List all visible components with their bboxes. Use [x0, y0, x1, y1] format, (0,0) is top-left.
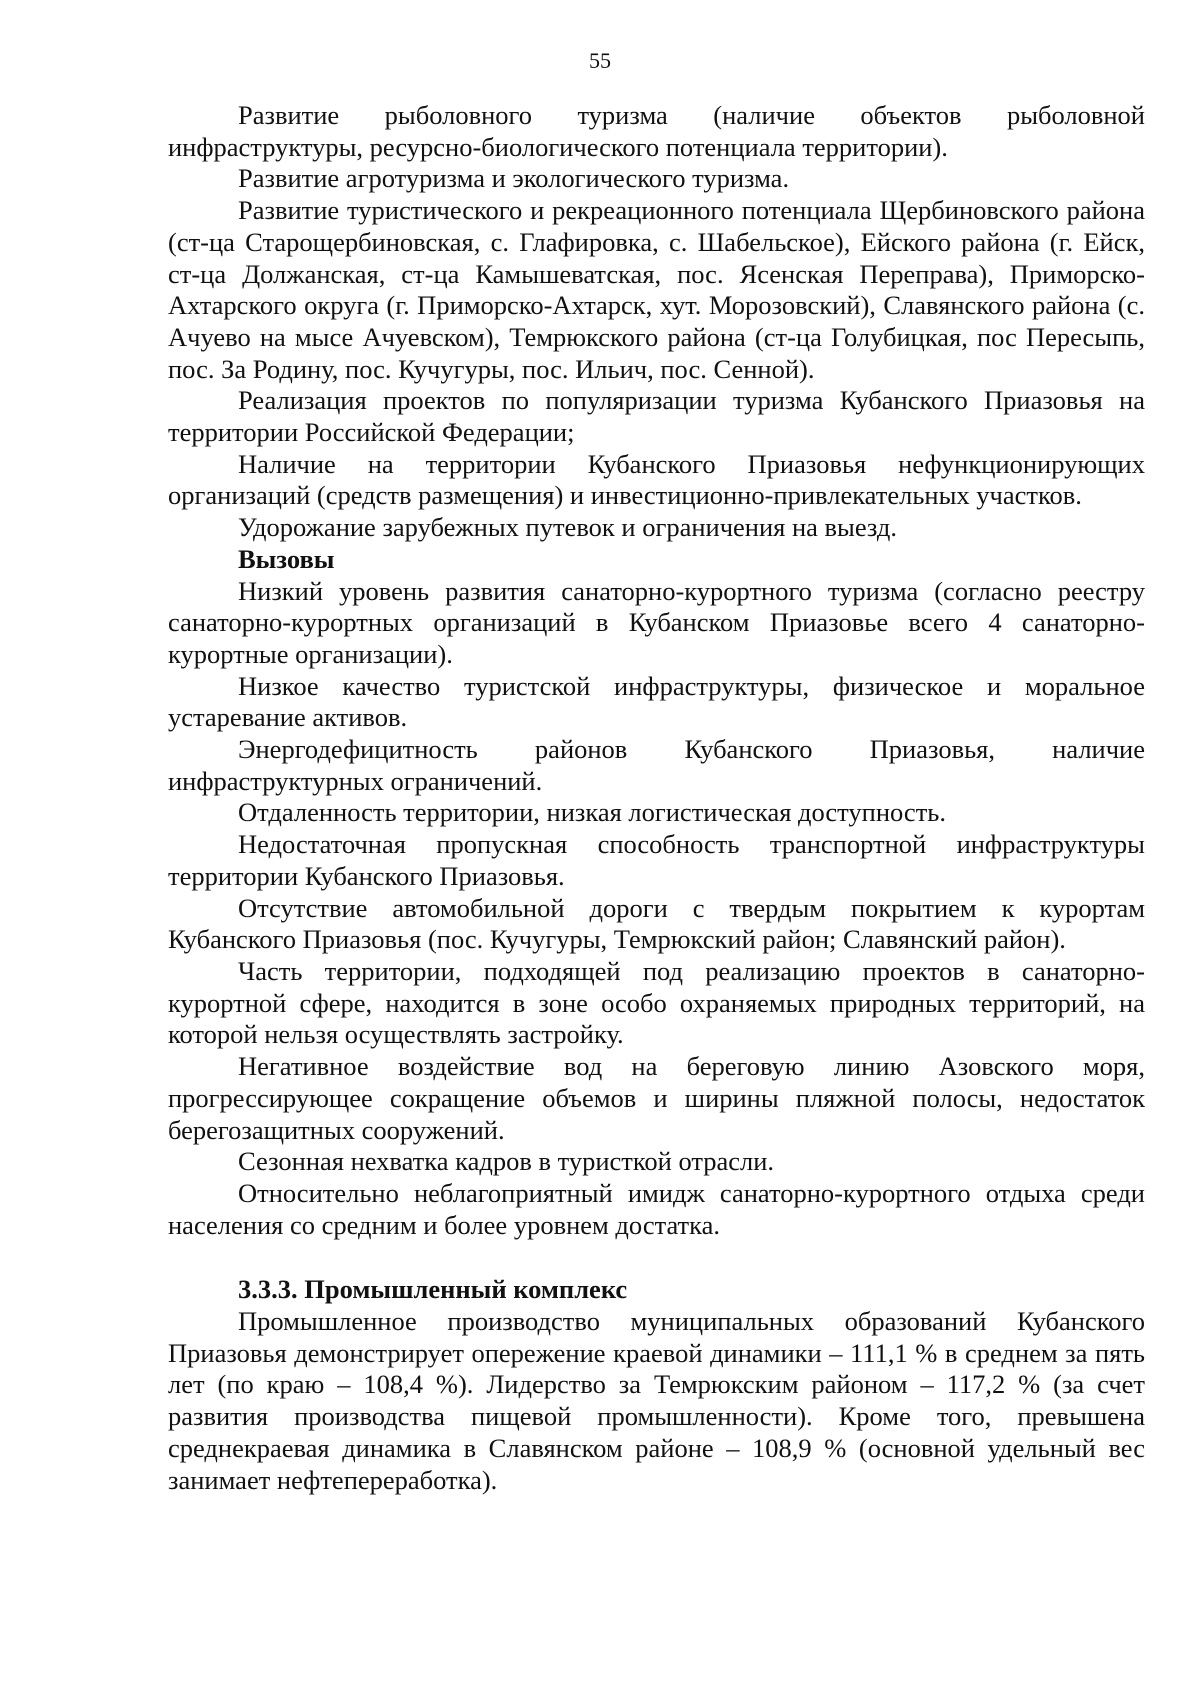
challenge-paragraph: Энергодефицитность районов Кубанского Приазовья, наличие инфраструктурных ограничений. — [168, 734, 1145, 796]
challenge-paragraph: Низкий уровень развития санаторно-курортного туризма (согласно реестру санаторно-курортных организаций в Кубанском Приазовье всего 4 санаторно-курортные организации). — [168, 575, 1145, 669]
page-body — [168, 100, 1145, 1496]
challenge-paragraph: Часть территории, подходящей под реализацию проектов в санаторно-курортной сфере, находится в зоне особо охраняемых природных территорий, на которой нельзя осуществлять застройку. — [168, 955, 1145, 1050]
paragraph: Реализация проектов по популяризации туризма Кубанского Приазовья на территории Российской Федерации; — [168, 385, 1145, 448]
paragraph: Развитие рыболовного туризма (наличие объектов рыболовной инфраструктуры, ресурсно-биологического потенциала территории). — [168, 100, 1145, 162]
challenge-paragraph: Сезонная нехватка кадров в туристкой отрасли. — [238, 1146, 775, 1177]
section-heading: 3.3.3. Промышленный комплекс — [238, 1274, 628, 1305]
page-number: 55 — [589, 48, 611, 73]
challenge-paragraph: Отдаленность территории, низкая логистическая доступность. — [238, 797, 946, 828]
paragraph: Удорожание зарубежных путевок и ограничения на выезд. — [238, 512, 898, 543]
paragraph: Развитие агротуризма и экологического туризма. — [238, 163, 790, 194]
challenge-paragraph: Низкое качество туристской инфраструктуры, физическое и моральное устаревание активов. — [168, 670, 1145, 733]
challenge-paragraph: Негативное воздействие вод на береговую линию Азовского моря, прогрессирующее сокращение объемов и ширины пляжной полосы, недостаток берегозащитных сооружений. — [168, 1051, 1145, 1145]
paragraph: Наличие на территории Кубанского Приазовья нефункционирующих организаций (средств размещения) и инвестиционно-привлекательных участков. — [168, 448, 1145, 511]
section-paragraph: Промышленное производство муниципальных образований Кубанского Приазовья демонстрирует опережение краевой динамики – 111,1 % в среднем за пять лет (по краю – 108,4 %). Лидерство за Темрюкским районом – 117,2 % (за счет развития производства пищевой промышленности). Кроме того, превышена среднекраевая динамика в Славянском районе – 108,9 % (основной удельный вес занимает нефтепереработка). — [168, 1306, 1145, 1495]
paragraph: Развитие туристического и рекреационного потенциала Щербиновского района (ст-ца Старощербиновская, с. Глафировка, с. Шабельское), Ейского района (г. Ейск, ст-ца Должанская, ст-ца Камышеватская, пос. Ясенская Переправа), Приморско-Ахтарского округа (г. Приморско-Ахтарск, хут. Морозовский), Славянского района (с. Ачуево на мысе Ачуевском), Темрюкского района (ст-ца Голубицкая, пос Пересыпь, пос. За Родину, пос. Кучугуры, пос. Ильич, пос. Сенной). — [168, 195, 1145, 384]
challenge-paragraph: Относительно неблагоприятный имидж санаторно-курортного отдыха среди населения со средним и более уровнем достатка. — [168, 1177, 1145, 1240]
challenge-paragraph: Недостаточная пропускная способность транспортной инфраструктуры территории Кубанского Приазовья. — [168, 829, 1145, 891]
challenges-heading: Вызовы — [238, 543, 335, 574]
challenge-paragraph: Отсутствие автомобильной дороги с твердым покрытием к курортам Кубанского Приазовья (пос. Кучугуры, Темрюкский район; Славянский район). — [168, 892, 1145, 955]
